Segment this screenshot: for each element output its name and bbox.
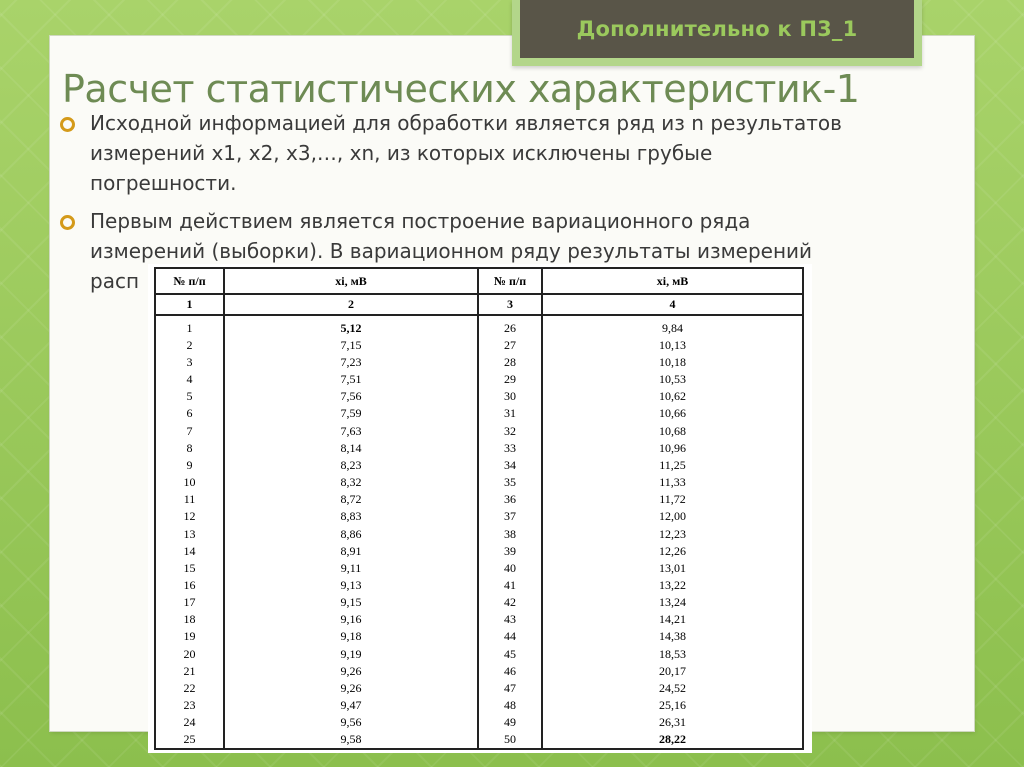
measurement-table [154,267,804,750]
row-value-cell: 14,21 [542,611,803,628]
row-index-cell: 17 [155,594,224,611]
row-index-cell: 29 [478,371,542,388]
column-number: 3 [478,294,542,315]
row-value-cell: 10,96 [542,439,803,456]
table-row [155,628,803,645]
table-header-row [155,268,803,294]
row-index-cell: 1 [155,315,224,336]
table-row [155,388,803,405]
table-row [155,662,803,679]
bullet-circle-icon [60,117,75,132]
header-value-1: xi, мВ [224,268,478,294]
row-index-cell: 30 [478,388,542,405]
row-value-cell: 7,51 [224,371,478,388]
row-index-cell: 43 [478,611,542,628]
table-row [155,525,803,542]
column-number: 1 [155,294,224,315]
row-index-cell: 18 [155,611,224,628]
table-row [155,491,803,508]
row-value-cell: 10,62 [542,388,803,405]
row-value-cell: 11,25 [542,456,803,473]
row-index-cell: 3 [155,353,224,370]
row-index-cell: 38 [478,525,542,542]
row-index-cell: 8 [155,439,224,456]
row-value-cell: 14,38 [542,628,803,645]
header-index-2: № п/п [478,268,542,294]
row-index-cell: 5 [155,388,224,405]
bullet-circle-icon [60,215,75,230]
section-tab-label: Дополнительно к П3_1 [576,17,858,41]
row-index-cell: 20 [155,645,224,662]
row-value-cell: 10,68 [542,422,803,439]
row-value-cell: 8,91 [224,542,478,559]
row-value-cell: 11,72 [542,491,803,508]
row-index-cell: 49 [478,714,542,731]
row-index-cell: 41 [478,576,542,593]
row-value-cell: 7,56 [224,388,478,405]
table-body [155,315,803,749]
table-row [155,697,803,714]
row-value-cell: 13,01 [542,559,803,576]
table-row [155,439,803,456]
row-index-cell: 45 [478,645,542,662]
row-value-cell: 7,59 [224,405,478,422]
row-value-cell: 9,56 [224,714,478,731]
row-index-cell: 32 [478,422,542,439]
table-row [155,456,803,473]
row-value-cell: 8,72 [224,491,478,508]
row-index-cell: 31 [478,405,542,422]
row-index-cell: 46 [478,662,542,679]
section-tab-inner [520,0,914,58]
row-value-cell: 5,12 [224,315,478,336]
table-row [155,405,803,422]
row-index-cell: 9 [155,456,224,473]
measurement-table-image [148,264,812,753]
column-number: 4 [542,294,803,315]
table-row [155,473,803,490]
row-index-cell: 13 [155,525,224,542]
row-index-cell: 19 [155,628,224,645]
row-index-cell: 34 [478,456,542,473]
table-row [155,371,803,388]
row-value-cell: 9,18 [224,628,478,645]
row-index-cell: 22 [155,679,224,696]
row-value-cell: 12,23 [542,525,803,542]
row-index-cell: 33 [478,439,542,456]
table-column-number-row [155,294,803,315]
table-row [155,559,803,576]
row-value-cell: 26,31 [542,714,803,731]
row-index-cell: 21 [155,662,224,679]
row-index-cell: 10 [155,473,224,490]
row-index-cell: 7 [155,422,224,439]
table-row [155,422,803,439]
row-value-cell: 8,14 [224,439,478,456]
row-index-cell: 26 [478,315,542,336]
row-index-cell: 11 [155,491,224,508]
row-value-cell: 8,32 [224,473,478,490]
header-index-1: № п/п [155,268,224,294]
row-value-cell: 10,13 [542,336,803,353]
section-tab [512,0,922,66]
row-index-cell: 4 [155,371,224,388]
row-index-cell: 36 [478,491,542,508]
row-index-cell: 39 [478,542,542,559]
row-value-cell: 8,83 [224,508,478,525]
table-row [155,611,803,628]
table-row [155,353,803,370]
row-value-cell: 8,23 [224,456,478,473]
table-row [155,679,803,696]
row-index-cell: 37 [478,508,542,525]
row-index-cell: 35 [478,473,542,490]
header-value-2: xi, мВ [542,268,803,294]
table-row [155,645,803,662]
table-row [155,731,803,749]
row-index-cell: 16 [155,576,224,593]
row-index-cell: 15 [155,559,224,576]
row-value-cell: 9,13 [224,576,478,593]
row-value-cell: 18,53 [542,645,803,662]
table-row [155,576,803,593]
row-value-cell: 24,52 [542,679,803,696]
row-index-cell: 6 [155,405,224,422]
row-value-cell: 9,58 [224,731,478,749]
row-index-cell: 44 [478,628,542,645]
table-row [155,315,803,336]
row-value-cell: 9,84 [542,315,803,336]
slide-title: Расчет статистических характеристик-1 [62,67,860,111]
row-index-cell: 42 [478,594,542,611]
row-index-cell: 50 [478,731,542,749]
row-index-cell: 14 [155,542,224,559]
row-value-cell: 12,00 [542,508,803,525]
row-index-cell: 24 [155,714,224,731]
row-index-cell: 2 [155,336,224,353]
table-row [155,714,803,731]
bullet-text: Первым действием является построение вариационного ряда измерений (выборки). В вариационном ряду результаты измерений расп [90,209,813,293]
row-value-cell: 20,17 [542,662,803,679]
row-value-cell: 8,86 [224,525,478,542]
row-value-cell: 9,26 [224,662,478,679]
row-value-cell: 9,16 [224,611,478,628]
table-row [155,594,803,611]
row-index-cell: 27 [478,336,542,353]
row-index-cell: 47 [478,679,542,696]
row-value-cell: 7,63 [224,422,478,439]
bullet-text: Исходной информацией для обработки является ряд из n результатов измерений x1, x2, x3,…, xn, из которых исключены грубые погрешности. [90,111,842,195]
row-index-cell: 40 [478,559,542,576]
row-value-cell: 10,53 [542,371,803,388]
row-value-cell: 13,22 [542,576,803,593]
row-index-cell: 23 [155,697,224,714]
row-index-cell: 48 [478,697,542,714]
column-number: 2 [224,294,478,315]
table-row [155,508,803,525]
row-value-cell: 12,26 [542,542,803,559]
row-value-cell: 7,23 [224,353,478,370]
row-value-cell: 9,15 [224,594,478,611]
bullet-item [60,108,980,198]
row-value-cell: 10,66 [542,405,803,422]
row-value-cell: 9,26 [224,679,478,696]
row-value-cell: 11,33 [542,473,803,490]
row-value-cell: 9,19 [224,645,478,662]
row-value-cell: 9,11 [224,559,478,576]
table-row [155,542,803,559]
row-value-cell: 13,24 [542,594,803,611]
row-value-cell: 28,22 [542,731,803,749]
row-value-cell: 9,47 [224,697,478,714]
row-value-cell: 7,15 [224,336,478,353]
row-index-cell: 25 [155,731,224,749]
row-value-cell: 25,16 [542,697,803,714]
row-index-cell: 12 [155,508,224,525]
row-value-cell: 10,18 [542,353,803,370]
row-index-cell: 28 [478,353,542,370]
table-row [155,336,803,353]
